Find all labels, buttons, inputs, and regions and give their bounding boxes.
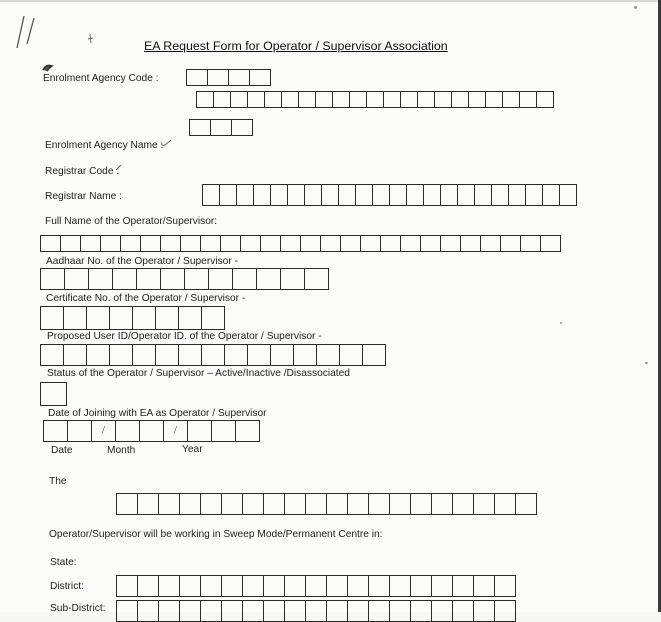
char-box[interactable] — [473, 600, 495, 622]
date-day-box[interactable] — [67, 420, 92, 442]
state-label: State: — [50, 557, 77, 568]
char-box[interactable] — [559, 184, 577, 206]
date-of-joining-label: Date of Joining with EA as Operator / Supervisor — [48, 408, 267, 419]
char-box[interactable] — [100, 235, 121, 252]
char-box[interactable] — [213, 91, 231, 108]
char-box[interactable] — [366, 91, 384, 108]
char-box[interactable] — [417, 91, 435, 108]
char-box[interactable] — [200, 493, 222, 515]
char-box[interactable] — [219, 184, 237, 206]
full-name-label: Full Name of the Operator/Supervisor: — [45, 216, 218, 227]
char-box[interactable] — [287, 184, 305, 206]
char-box[interactable] — [208, 268, 233, 290]
char-box[interactable] — [109, 306, 133, 330]
ink-blot — [42, 64, 54, 72]
date-day-box[interactable] — [43, 420, 68, 442]
char-box[interactable] — [320, 235, 341, 252]
char-box[interactable] — [326, 493, 348, 515]
char-box[interactable] — [247, 344, 271, 366]
char-box[interactable] — [326, 575, 348, 597]
char-box[interactable] — [200, 600, 222, 622]
char-box[interactable] — [380, 235, 401, 252]
char-box[interactable] — [452, 575, 474, 597]
char-box[interactable] — [137, 493, 159, 515]
char-box[interactable] — [339, 344, 363, 366]
char-box[interactable] — [221, 575, 243, 597]
char-box[interactable] — [457, 184, 475, 206]
paper-speck — [645, 362, 648, 364]
char-box[interactable] — [88, 268, 113, 290]
char-box[interactable] — [236, 184, 254, 206]
tick-mark — [160, 139, 172, 147]
char-box[interactable] — [86, 306, 110, 330]
char-box[interactable] — [158, 600, 180, 622]
enrolment-agency-name-label: Enrolment Agency Name : — [45, 140, 164, 151]
char-box[interactable] — [338, 184, 356, 206]
char-box[interactable] — [196, 91, 214, 108]
char-box[interactable] — [40, 268, 65, 290]
char-box[interactable] — [200, 235, 221, 252]
char-box[interactable] — [502, 91, 520, 108]
char-box[interactable] — [242, 600, 264, 622]
char-box[interactable] — [186, 69, 208, 86]
char-box[interactable] — [120, 235, 141, 252]
char-box[interactable] — [460, 235, 481, 252]
char-box[interactable] — [132, 306, 156, 330]
char-box[interactable] — [247, 91, 265, 108]
page-top-shadow — [0, 0, 661, 2]
char-box[interactable] — [112, 268, 137, 290]
sub-district-label: Sub-District: — [50, 603, 106, 614]
date-year-box[interactable] — [187, 420, 212, 442]
the-label: The — [49, 476, 67, 487]
sweep-mode-label: Operator/Supervisor will be working in Sweep Mode/Permanent Centre in: — [49, 529, 383, 540]
char-box[interactable] — [109, 344, 133, 366]
char-box[interactable] — [542, 184, 560, 206]
char-box[interactable] — [137, 575, 159, 597]
char-box[interactable] — [362, 344, 386, 366]
char-box[interactable] — [263, 575, 285, 597]
char-box[interactable] — [260, 235, 281, 252]
char-box[interactable] — [519, 91, 537, 108]
char-box[interactable] — [240, 235, 261, 252]
char-box[interactable] — [349, 91, 367, 108]
char-box[interactable] — [494, 493, 516, 515]
char-box[interactable] — [40, 382, 67, 406]
char-box[interactable] — [360, 235, 381, 252]
char-box[interactable] — [431, 575, 453, 597]
date-separator: / — [174, 425, 177, 436]
char-box[interactable] — [452, 600, 474, 622]
sub-district-boxes[interactable] — [116, 600, 515, 622]
char-box[interactable] — [210, 119, 232, 136]
char-box[interactable] — [300, 235, 321, 252]
full-name-boxes[interactable] — [40, 235, 560, 252]
form-title: EA Request Form for Operator / Supervisor Association — [144, 39, 448, 53]
char-box[interactable] — [158, 493, 180, 515]
char-box[interactable] — [494, 600, 516, 622]
char-box[interactable] — [280, 268, 305, 290]
char-box[interactable] — [293, 344, 317, 366]
district-boxes[interactable] — [116, 575, 515, 597]
char-box[interactable] — [200, 575, 222, 597]
char-box[interactable] — [473, 493, 495, 515]
char-box[interactable] — [347, 493, 369, 515]
char-box[interactable] — [321, 184, 339, 206]
char-box[interactable] — [63, 344, 87, 366]
certificate-no-label: Certificate No. of the Operator / Supervisor - — [46, 293, 246, 304]
registrar-name-boxes[interactable] — [202, 184, 576, 206]
char-box[interactable] — [473, 575, 495, 597]
handwritten-mark — [86, 33, 96, 45]
char-box[interactable] — [179, 575, 201, 597]
char-box[interactable] — [520, 235, 541, 252]
char-box[interactable] — [40, 344, 64, 366]
char-box[interactable] — [389, 600, 411, 622]
char-box[interactable] — [474, 184, 492, 206]
tick-mark — [115, 164, 123, 172]
char-box[interactable] — [431, 600, 453, 622]
char-box[interactable] — [508, 184, 526, 206]
char-box[interactable] — [160, 268, 185, 290]
char-box[interactable] — [249, 69, 271, 86]
status-label: Status of the Operator / Supervisor – Active/Inactive /Disassociated — [47, 368, 350, 379]
status-box[interactable] — [40, 382, 66, 406]
enrolment-agency-code-label: Enrolment Agency Code : — [43, 73, 159, 84]
char-box[interactable] — [201, 306, 225, 330]
char-box[interactable] — [179, 600, 201, 622]
char-box[interactable] — [410, 575, 432, 597]
date-year-box[interactable] — [211, 420, 236, 442]
enrolment-agency-code-boxes-row3[interactable] — [189, 119, 252, 136]
char-box[interactable] — [40, 235, 61, 252]
char-box[interactable] — [116, 493, 138, 515]
char-box[interactable] — [256, 268, 281, 290]
char-box[interactable] — [304, 184, 322, 206]
char-box[interactable] — [202, 184, 220, 206]
char-box[interactable] — [485, 91, 503, 108]
char-box[interactable] — [406, 184, 424, 206]
char-box[interactable] — [315, 91, 333, 108]
char-box[interactable] — [80, 235, 101, 252]
char-box[interactable] — [178, 344, 202, 366]
char-box[interactable] — [368, 575, 390, 597]
char-box[interactable] — [332, 91, 350, 108]
char-box[interactable] — [368, 493, 390, 515]
char-box[interactable] — [491, 184, 509, 206]
handwritten-slash-marks — [14, 14, 54, 50]
char-box[interactable] — [116, 600, 138, 622]
char-box[interactable] — [40, 306, 64, 330]
date-year-box[interactable] — [235, 420, 260, 442]
date-separator-box — [91, 420, 116, 442]
char-box[interactable] — [305, 600, 327, 622]
char-box[interactable] — [242, 575, 264, 597]
char-box[interactable] — [221, 600, 243, 622]
registrar-name-label: Registrar Name : — [45, 191, 122, 202]
char-box[interactable] — [494, 575, 516, 597]
char-box[interactable] — [64, 268, 89, 290]
char-box[interactable] — [63, 306, 87, 330]
date-separator-box — [163, 420, 188, 442]
char-box[interactable] — [228, 69, 250, 86]
char-box[interactable] — [221, 493, 243, 515]
char-box[interactable] — [383, 91, 401, 108]
char-box[interactable] — [434, 91, 452, 108]
char-box[interactable] — [263, 600, 285, 622]
char-box[interactable] — [536, 91, 554, 108]
char-box[interactable] — [231, 119, 253, 136]
date-separator: / — [102, 425, 105, 436]
char-box[interactable] — [298, 91, 316, 108]
char-box[interactable] — [140, 235, 161, 252]
char-box[interactable] — [270, 344, 294, 366]
char-box[interactable] — [220, 235, 241, 252]
date-month-box[interactable] — [115, 420, 140, 442]
district-label: District: — [50, 581, 84, 592]
aadhaar-no-label: Aadhaar No. of the Operator / Supervisor - — [46, 256, 238, 267]
proposed-user-id-boxes[interactable] — [40, 344, 385, 366]
char-box[interactable] — [178, 306, 202, 330]
char-box[interactable] — [389, 184, 407, 206]
char-box[interactable] — [184, 268, 209, 290]
char-box[interactable] — [305, 493, 327, 515]
paper-speck — [560, 322, 562, 324]
char-box[interactable] — [440, 184, 458, 206]
char-box[interactable] — [468, 91, 486, 108]
char-box[interactable] — [137, 600, 159, 622]
char-box[interactable] — [326, 600, 348, 622]
char-box[interactable] — [60, 235, 81, 252]
char-box[interactable] — [180, 235, 201, 252]
char-box[interactable] — [189, 119, 211, 136]
char-box[interactable] — [389, 575, 411, 597]
month-caption: Month — [107, 445, 136, 456]
char-box[interactable] — [86, 344, 110, 366]
char-box[interactable] — [270, 184, 288, 206]
char-box[interactable] — [525, 184, 543, 206]
proposed-user-id-label: Proposed User ID/Operator ID. of the Operator / Supervisor - — [47, 331, 322, 342]
char-box[interactable] — [440, 235, 461, 252]
char-box[interactable] — [280, 235, 301, 252]
char-box[interactable] — [232, 268, 257, 290]
char-box[interactable] — [347, 575, 369, 597]
char-box[interactable] — [284, 493, 306, 515]
char-box[interactable] — [158, 575, 180, 597]
char-box[interactable] — [451, 91, 469, 108]
char-box[interactable] — [305, 575, 327, 597]
char-box[interactable] — [340, 235, 361, 252]
char-box[interactable] — [368, 600, 390, 622]
char-box[interactable] — [155, 344, 179, 366]
char-box[interactable] — [160, 235, 181, 252]
certificate-no-boxes[interactable] — [40, 306, 224, 330]
char-box[interactable] — [116, 575, 138, 597]
char-box[interactable] — [400, 91, 418, 108]
year-caption: Year — [182, 444, 203, 455]
char-box[interactable] — [155, 306, 179, 330]
char-box[interactable] — [355, 184, 373, 206]
char-box[interactable] — [281, 91, 299, 108]
date-of-joining-boxes[interactable] — [43, 420, 259, 442]
char-box[interactable] — [284, 575, 306, 597]
char-box[interactable] — [420, 235, 441, 252]
char-box[interactable] — [230, 91, 248, 108]
char-box[interactable] — [452, 493, 474, 515]
char-box[interactable] — [431, 493, 453, 515]
char-box[interactable] — [316, 344, 340, 366]
char-box[interactable] — [400, 235, 421, 252]
char-box[interactable] — [347, 600, 369, 622]
char-box[interactable] — [263, 493, 285, 515]
date-caption: Date — [51, 445, 73, 456]
char-box[interactable] — [179, 493, 201, 515]
char-box[interactable] — [480, 235, 501, 252]
char-box[interactable] — [284, 600, 306, 622]
char-box[interactable] — [224, 344, 248, 366]
date-month-box[interactable] — [139, 420, 164, 442]
char-box[interactable] — [136, 268, 161, 290]
char-box[interactable] — [253, 184, 271, 206]
char-box[interactable] — [389, 493, 411, 515]
char-box[interactable] — [372, 184, 390, 206]
char-box[interactable] — [540, 235, 561, 252]
registrar-code-label: Registrar Code : — [45, 166, 120, 177]
char-box[interactable] — [410, 493, 432, 515]
char-box[interactable] — [242, 493, 264, 515]
char-box[interactable] — [264, 91, 282, 108]
char-box[interactable] — [410, 600, 432, 622]
char-box[interactable] — [132, 344, 156, 366]
paper-speck — [634, 6, 637, 9]
char-box[interactable] — [201, 344, 225, 366]
enrolment-agency-code-boxes-row2[interactable] — [196, 91, 553, 108]
char-box[interactable] — [304, 268, 329, 290]
char-box[interactable] — [207, 69, 229, 86]
the-boxes[interactable] — [116, 493, 536, 515]
char-box[interactable] — [500, 235, 521, 252]
aadhaar-no-boxes[interactable] — [40, 268, 328, 290]
char-box[interactable] — [515, 493, 537, 515]
enrolment-agency-code-boxes-row1[interactable] — [186, 69, 270, 86]
char-box[interactable] — [423, 184, 441, 206]
